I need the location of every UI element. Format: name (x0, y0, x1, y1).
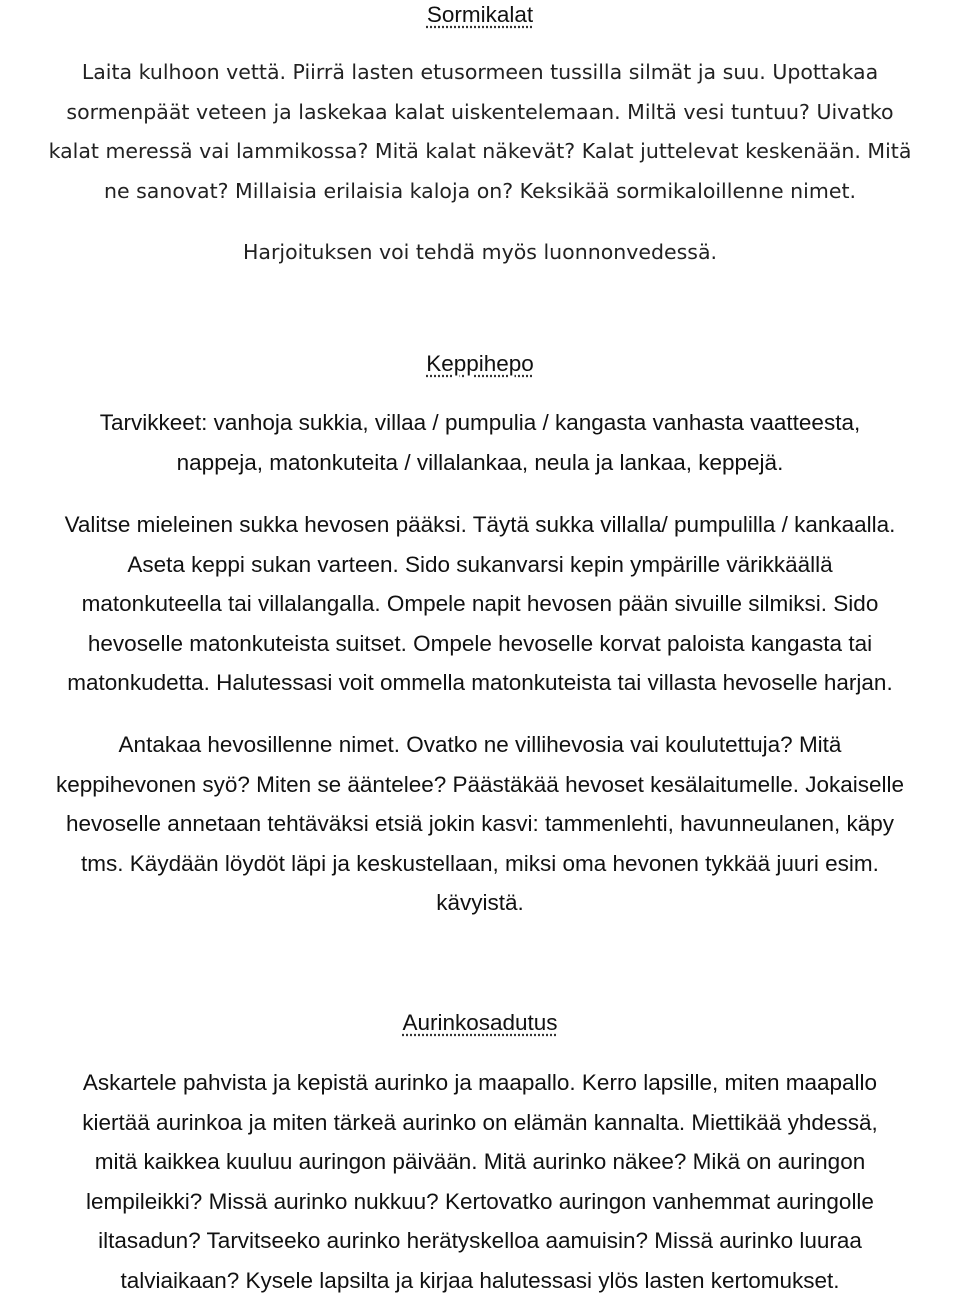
paragraph-line: talviaikaan? Kysele lapsilta ja kirjaa halutessasi ylös lasten kertomukset. (0, 1261, 960, 1300)
heading-keppihepo-text: Keppihepo (426, 351, 534, 376)
paragraph-line: ne sanovat? Millaisia erilaisia kaloja on? Keksikää sormikaloillenne nimet. (0, 172, 960, 212)
paragraph-line: mitä kaikkea kuuluu auringon päivään. Mitä aurinko näkee? Mikä on auringon (0, 1142, 960, 1182)
heading-sormikalat (0, 0, 960, 30)
instructions-line: matonkuteella tai villalangalla. Ompele napit hevosen pään sivuille silmiksi. Sido (0, 584, 960, 624)
heading-aurinkosadutus-text: Aurinkosadutus (402, 1010, 557, 1035)
keppihepo-activity (0, 725, 960, 923)
activity-line: keppihevonen syö? Miten se ääntelee? Päästäkää hevoset kesälaitumelle. Jokaiselle (0, 765, 960, 805)
paragraph-line: lempileikki? Missä aurinko nukkuu? Kertovatko auringon vanhemmat auringolle (0, 1182, 960, 1222)
sormikalat-note (0, 233, 960, 273)
paragraph-line: Askartele pahvista ja kepistä aurinko ja maapallo. Kerro lapsille, miten maapallo (0, 1063, 960, 1103)
sormikalat-paragraph (0, 53, 960, 211)
heading-aurinkosadutus (0, 1008, 960, 1038)
activity-line: Antakaa hevosillenne nimet. Ovatko ne villihevosia vai koulutettuja? Mitä (0, 725, 960, 765)
aurinkosadutus-paragraph (0, 1063, 960, 1300)
activity-line: hevoselle annetaan tehtäväksi etsiä jokin kasvi: tammenlehti, havunneulanen, käpy (0, 804, 960, 844)
instructions-line: Aseta keppi sukan varteen. Sido sukanvarsi kepin ympärille värikkäällä (0, 545, 960, 585)
heading-sormikalat-text: Sormikalat (427, 2, 533, 27)
paragraph-line: kiertää aurinkoa ja miten tärkeä aurinko on elämän kannalta. Miettikää yhdessä, (0, 1103, 960, 1143)
note-line: Harjoituksen voi tehdä myös luonnonvedessä. (0, 233, 960, 273)
activity-line: tms. Käydään löydöt läpi ja keskustellaan, miksi oma hevonen tykkää juuri esim. (0, 844, 960, 884)
materials-line: nappeja, matonkuteita / villalankaa, neula ja lankaa, keppejä. (0, 443, 960, 483)
heading-keppihepo (0, 349, 960, 379)
instructions-line: Valitse mieleinen sukka hevosen pääksi. Täytä sukka villalla/ pumpulilla / kankaalla. (0, 505, 960, 545)
paragraph-line: sormenpäät veteen ja laskekaa kalat uiskentelemaan. Miltä vesi tuntuu? Uivatko (0, 93, 960, 133)
instructions-line: matonkudetta. Halutessasi voit ommella matonkuteista tai villasta hevoselle harjan. (0, 663, 960, 703)
paragraph-line: Laita kulhoon vettä. Piirrä lasten etusormeen tussilla silmät ja suu. Upottakaa (0, 53, 960, 93)
instructions-line: hevoselle matonkuteista suitset. Ompele hevoselle korvat paloista kangasta tai (0, 624, 960, 664)
activity-line: kävyistä. (0, 883, 960, 923)
keppihepo-instructions (0, 505, 960, 703)
materials-line: Tarvikkeet: vanhoja sukkia, villaa / pumpulia / kangasta vanhasta vaatteesta, (0, 403, 960, 443)
paragraph-line: kalat meressä vai lammikossa? Mitä kalat näkevät? Kalat juttelevat keskenään. Mitä (0, 132, 960, 172)
keppihepo-materials (0, 403, 960, 483)
paragraph-line: iltasadun? Tarvitseeko aurinko herätyskelloa aamuisin? Missä aurinko luuraa (0, 1221, 960, 1261)
